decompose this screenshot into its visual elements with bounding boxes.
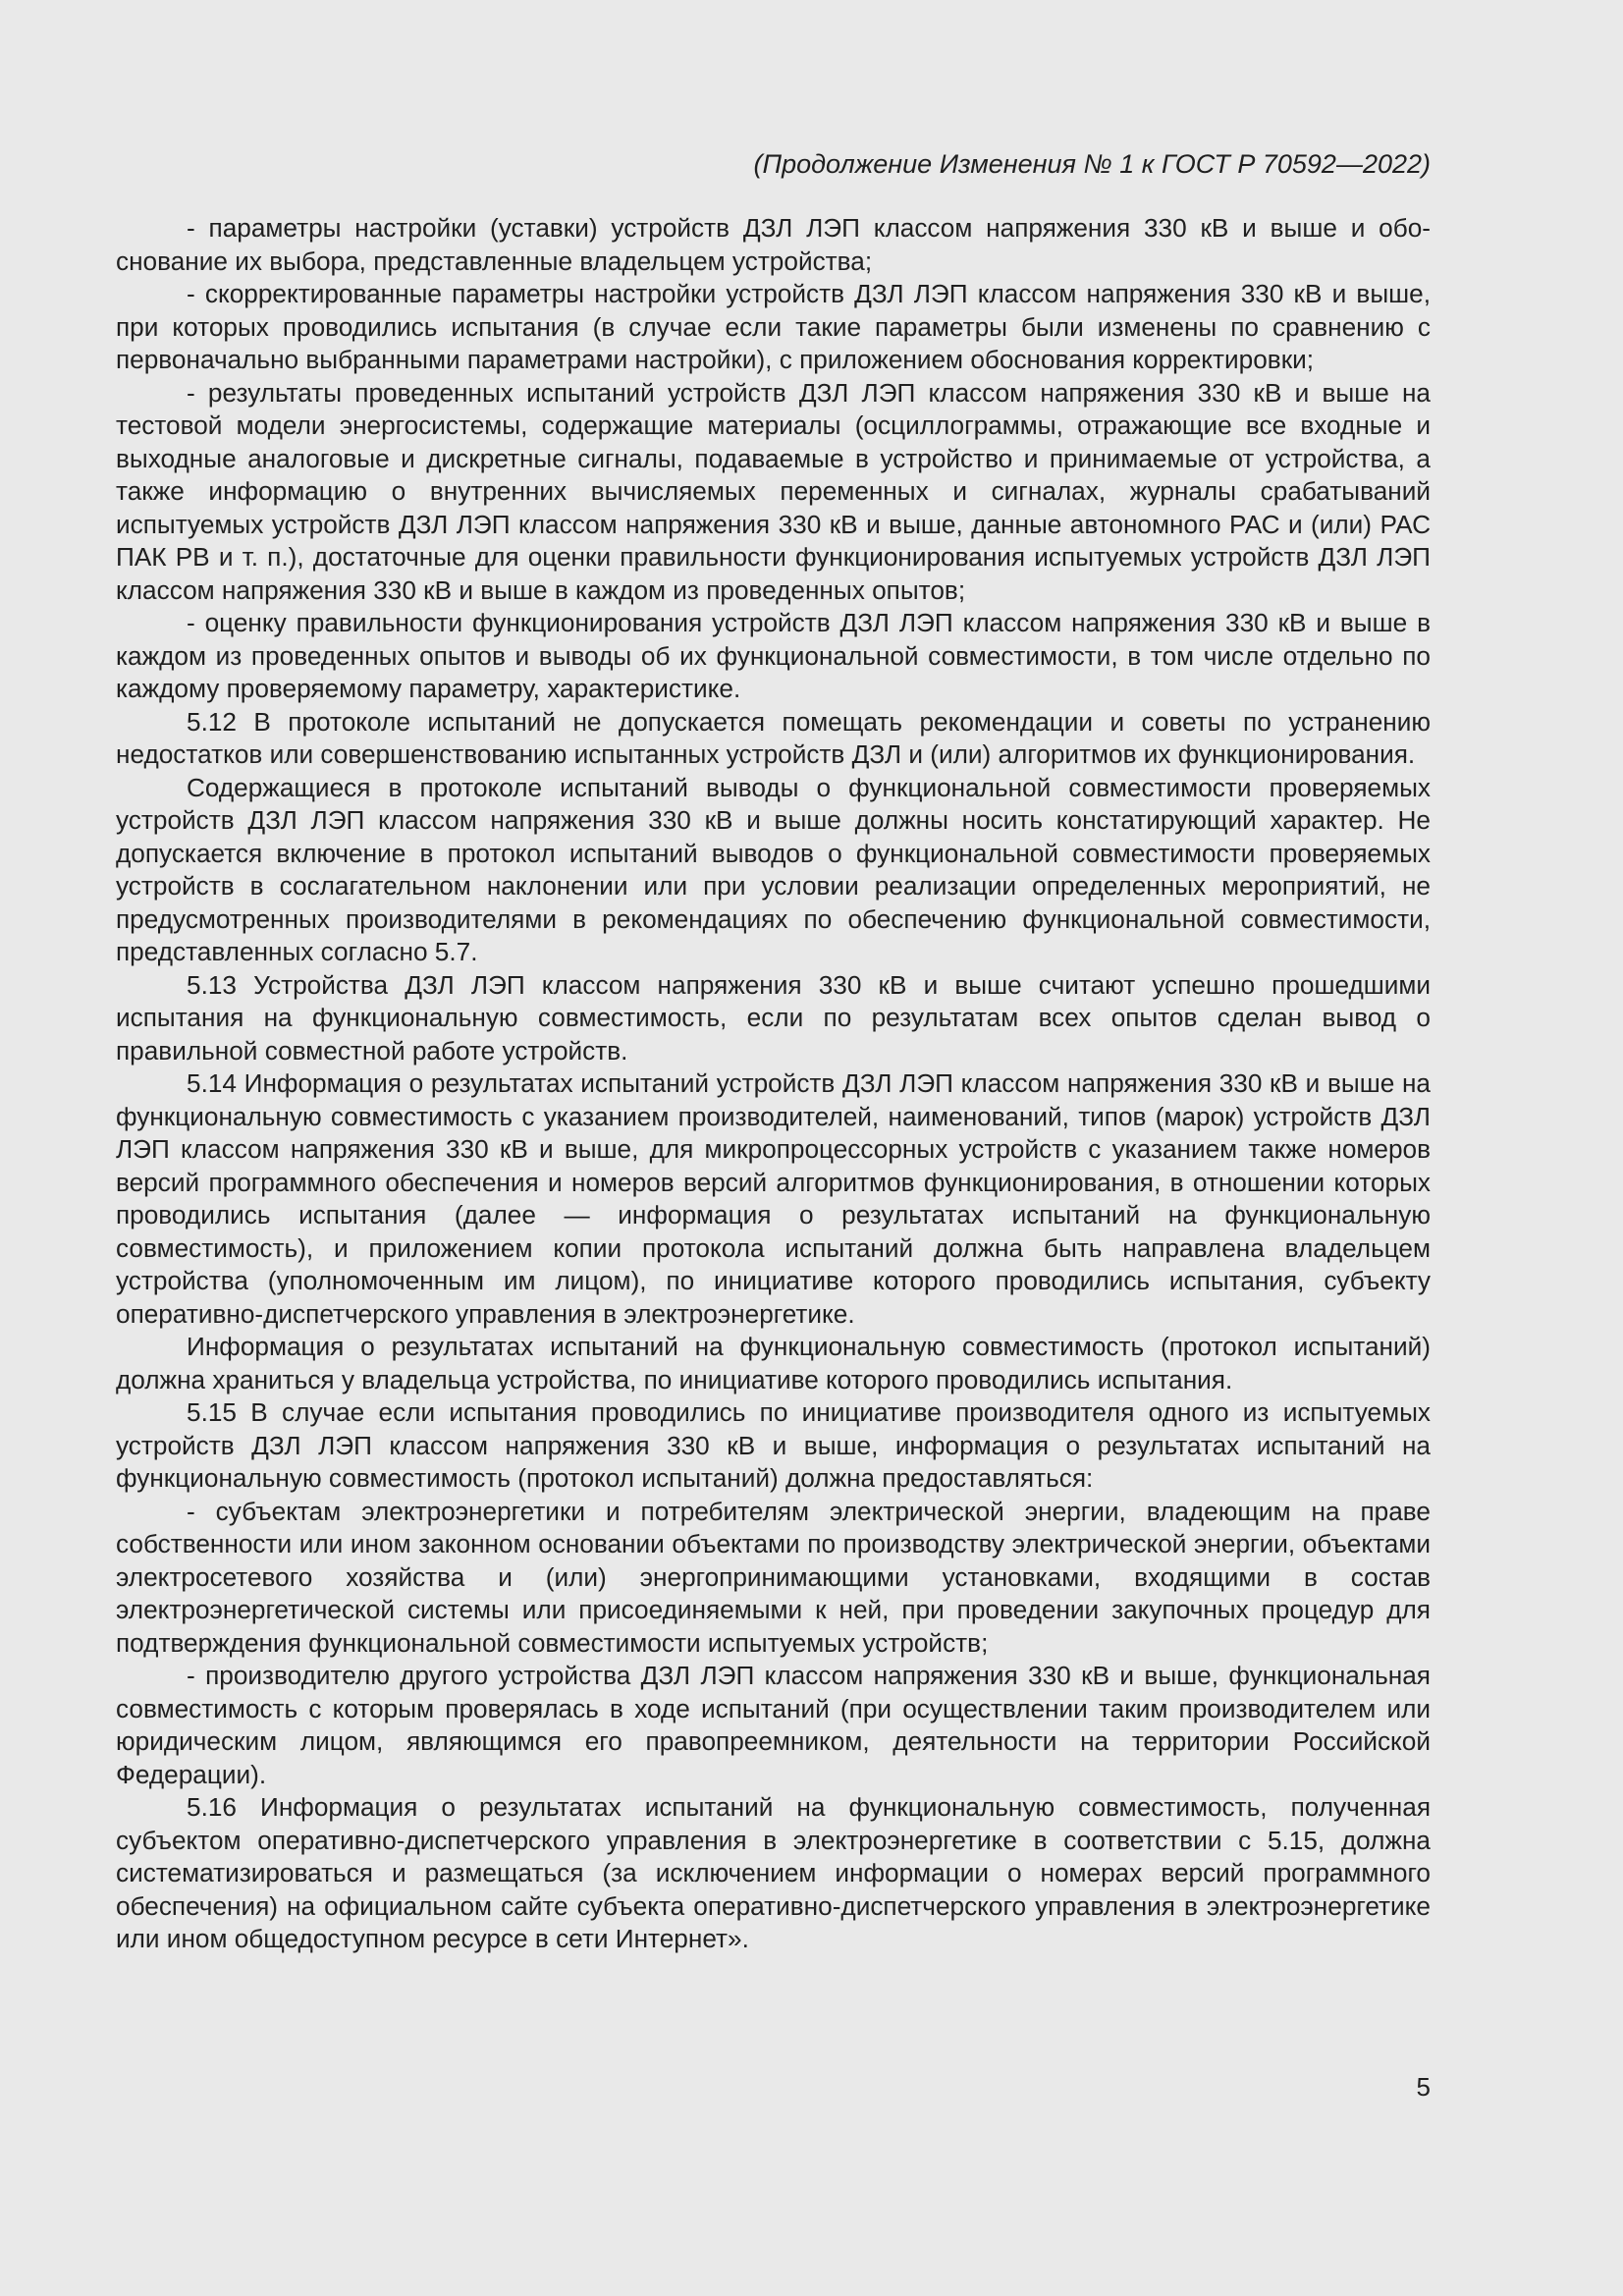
paragraph-test-results: - результаты проведенных испытаний устройств ДЗЛ ЛЭП классом напряжения 330 кВ и выше на тестовой модели энергосистемы, содержащие материалы (осциллограммы, отражающие все входные и выходные аналоговые и дискретные сигналы, подаваемые в устройство и принимаемые от устройства, а также информацию о внутренних вычисляемых переменных и сигналах, журналы срабатываний испытуемых устройств ДЗЛ ЛЭП классом напряжения 330 кВ и выше, данные автономного РАС и (или) РАС ПАК РВ и т. п.), достаточные для оценки правильности функционирования испытуемых устройств ДЗЛ ЛЭП классом напряжения 330 кВ и выше в каждом из проведенных опытов; [116,377,1431,605]
paragraph-manufacturer: - производителю другого устройства ДЗЛ ЛЭП классом напряжения 330 кВ и выше, функциональная совместимость с которым проверялась в ходе испытаний (при осуществлении таким производителем или юридическим лицом, являющимся его правопреемником, деятельности на территории Российской Федерации). [116,1661,1431,1789]
paragraph-storage: Информация о результатах испытаний на функциональную совместимость (протокол испытаний) должна храниться у владельца устройства, по инициативе которого проводились испытания. [116,1332,1431,1394]
paragraph-conclusions: Содержащиеся в протоколе испытаний выводы о функциональной совместимости проверяемых устройств ДЗЛ ЛЭП классом напряжения 330 кВ и выше должны носить констатирующий характер. Не допускается включение в протокол испытаний выводов о функциональной совместимости проверяемых устройств в сослагательном наклонении или при условии реализации определенных мероприятий, не предусмотренных производителями в рекомендациях по обеспечению функциональной совместимости, представленных согласно 5.7. [116,772,1431,966]
paragraph-corrected-settings: - скорректированные параметры настройки устройств ДЗЛ ЛЭП классом напряжения 330 кВ и выше, при которых проводились испытания (в случае если такие параметры были изменены по сравнению с первоначально выбранными параметрами настройки), с приложением обоснования корректировки; [116,279,1431,374]
paragraph-5-14: 5.14 Информация о результатах испытаний устройств ДЗЛ ЛЭП классом напряжения 330 кВ и выше на функциональную совместимость с указанием производителей, наименований, типов (марок) устройств ДЗЛ ЛЭП классом напряжения 330 кВ и выше, для микропроцессорных устройств с указанием также номеров версий программного обеспечения и номеров версий алгоритмов функционирования, в отношении которых проводились испытания (далее — информация о результатах испытаний на функциональную совместимость), и приложением копии протокола испытаний должна быть направлена владельцем устройства (уполномоченным им лицом), по инициативе которого проводились испытания, субъекту оперативно-диспетчерского управления в электроэнергетике. [116,1068,1431,1329]
paragraph-5-12: 5.12 В протоколе испытаний не допускается помещать рекомендации и советы по устранению недостатков или совершенствованию испытанных устройств ДЗЛ и (или) алгоритмов их функционирования. [116,706,1431,769]
continuation-header: (Продолжение Изменения № 1 к ГОСТ Р 70592—2022) [753,149,1431,179]
page-number: 5 [1416,2072,1431,2102]
paragraph-5-15: 5.15 В случае если испытания проводились по инициативе производителя одного из испытуемых устройств ДЗЛ ЛЭП классом напряжения 330 кВ и выше, информация о результатах испытаний на функциональную совместимость (протокол испытаний) должна предоставляться: [116,1397,1431,1493]
paragraph-assessment: - оценку правильности функционирования устройств ДЗЛ ЛЭП классом напряжения 330 кВ и выше в каждом из проведенных опытов и выводы об их функциональной совместимости, в том числе отдельно по каждому проверяемому параметру, характеристике. [116,608,1431,703]
paragraph-settings: - параметры настройки (уставки) устройств ДЗЛ ЛЭП классом напряжения 330 кВ и выше и обоснование их выбора, представленные владельцем устройства; [116,213,1431,276]
paragraph-5-13: 5.13 Устройства ДЗЛ ЛЭП классом напряжения 330 кВ и выше считают успешно прошедшими испытания на функциональную совместимость, если по результатам всех опытов сделан вывод о правильной совместной работе устройств. [116,969,1431,1066]
paragraph-subjects: - субъектам электроэнергетики и потребителям электрической энергии, владеющим на праве собственности или ином законном основании объектами по производству электрической энергии, объектами электросетевого хозяйства и (или) энергопринимающими установками, входящими в состав электроэнергетической системы или присоединяемыми к ней, при проведении закупочных процедур для подтверждения функциональной совместимости испытуемых устройств; [116,1496,1431,1658]
document-body [116,212,1431,1956]
paragraph-5-16: 5.16 Информация о результатах испытаний на функциональную совместимость, полученная субъектом оперативно-диспетчерского управления в электроэнергетике в соответствии с 5.15, должна систематизироваться и размещаться (за исключением информации о номерах версий программного обеспечения) на официальном сайте субъекта оперативно-диспетчерского управления в электроэнергетике или ином общедоступном ресурсе в сети Интернет». [116,1792,1431,1953]
